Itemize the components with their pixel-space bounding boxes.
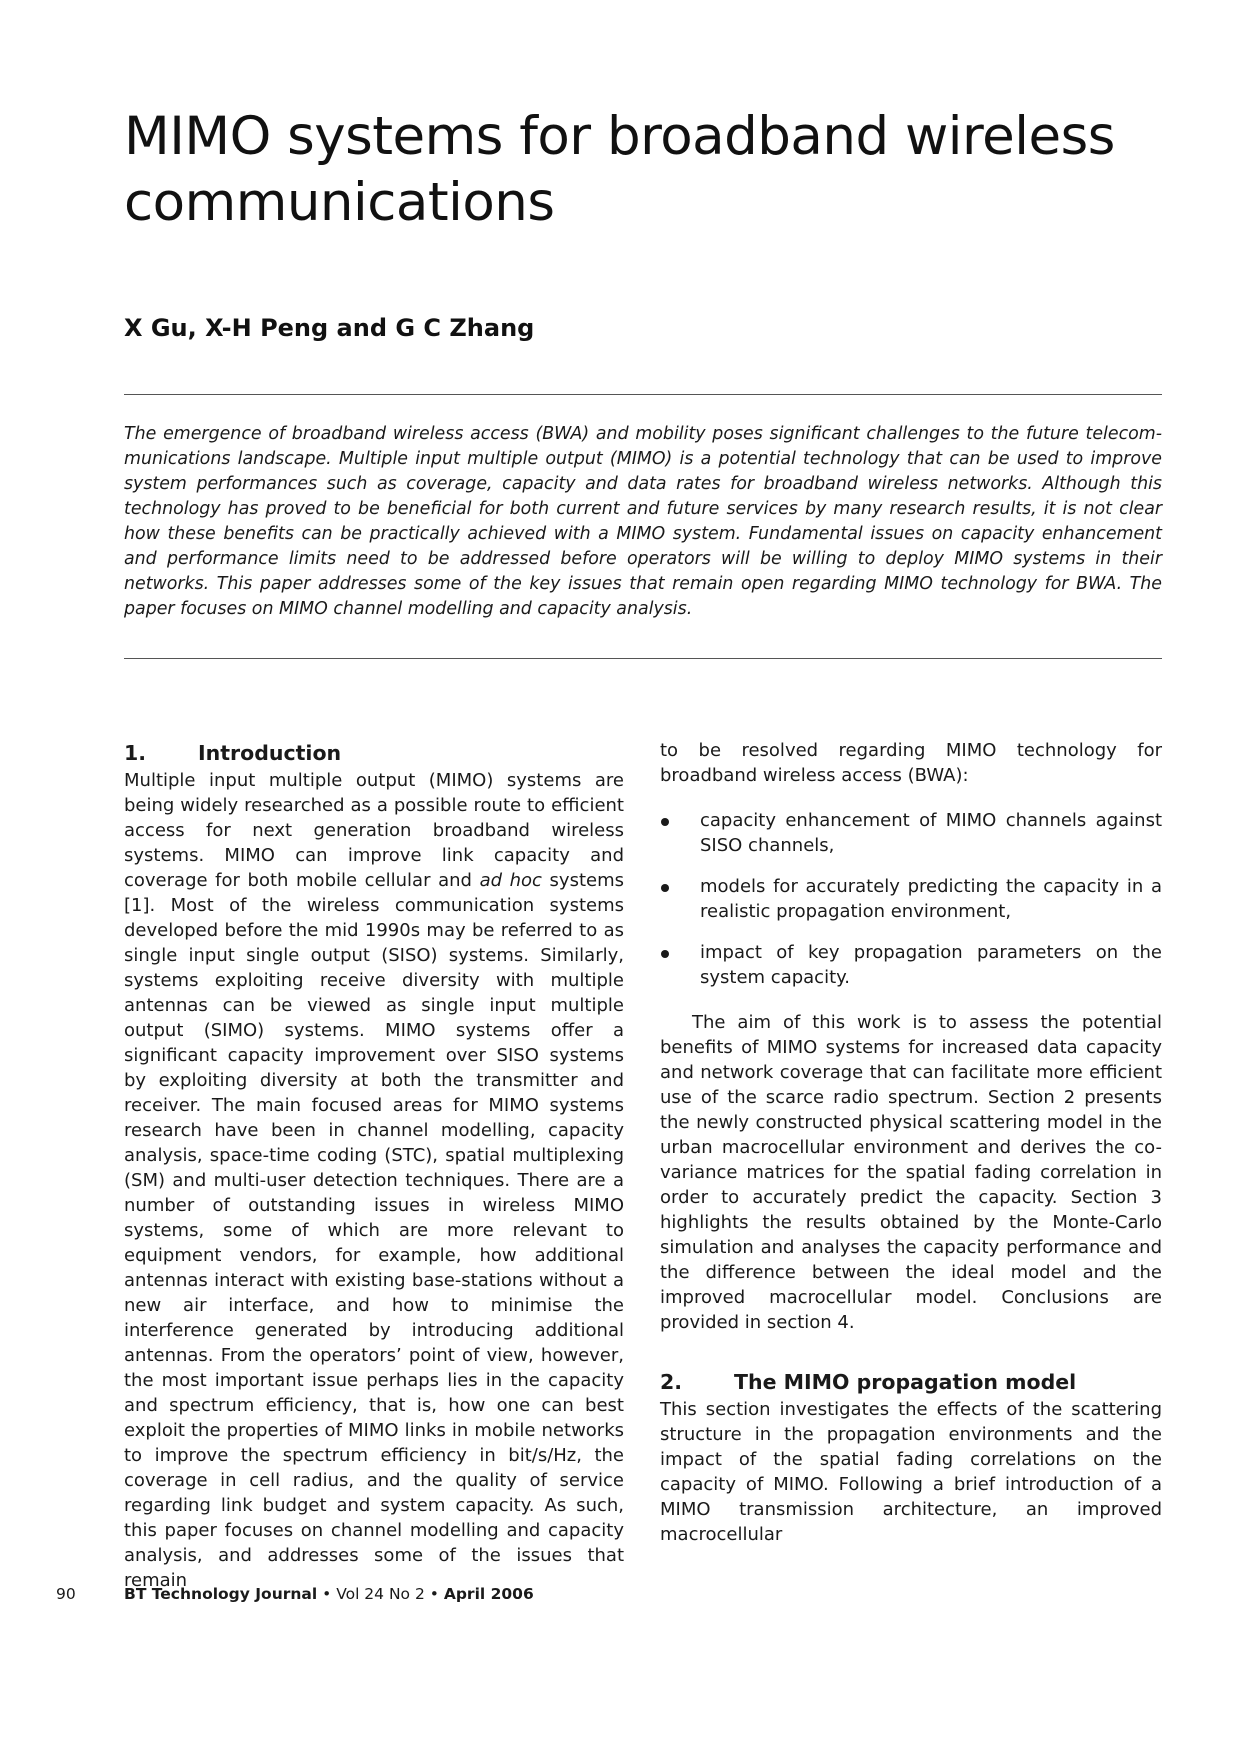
abstract: The emergence of broadband wireless access (BWA) and mobility poses significant challenges to the future telecom-munications landscape. Multiple input multiple output (MIMO) is a potential technology that can be used to improve system performances such as coverage, capacity and data rates for broadband wireless networks. Although this technology has proved to be beneficial for both current and future services by many research results, it is not clear how these benefits can be practically achieved with a MIMO system. Fundamental issues on capacity enhancement and performance limits need to be addressed before operators will be willing to deploy MIMO systems in their networks. This paper addresses some of the key issues that remain open regarding MIMO technology for BWA. The paper focuses on MIMO channel modelling and capacity analysis. <box>124 424 1162 619</box>
list-item-text: impact of key propagation parameters on the system capacity. <box>700 942 1162 988</box>
right-column <box>660 738 1162 1547</box>
aim-paragraph: The aim of this work is to assess the potential benefits of MIMO systems for increased data capacity and network coverage that can facilitate more efficient use of the scarce radio spectrum. Section 2 presents the newly constructed physical scattering model in the urban macrocellular environment and derives the co-variance matrices for the spatial fading correlation in order to accurately predict the capacity. Section 3 highlights the results obtained by the Monte-Carlo simulation and analyses the capacity performance and the difference between the ideal model and the improved macrocellular model. Conclusions are provided in section 4. <box>660 1012 1162 1333</box>
intro-text-italic: ad hoc <box>479 870 542 891</box>
abstract-bottom-rule <box>124 658 1162 659</box>
introduction-paragraph <box>124 768 624 1593</box>
left-column <box>124 738 624 1593</box>
list-item-text: models for accurately predicting the capacity in a realistic propagation environment, <box>700 876 1162 922</box>
list-item <box>660 874 1162 924</box>
list-item-text: capacity enhancement of MIMO channels against SISO channels, <box>700 810 1162 856</box>
introduction-continued-paragraph: to be resolved regarding MIMO technology for broadband wireless access (BWA): <box>660 740 1162 786</box>
section-number: 2. <box>660 1370 683 1394</box>
section-title: The MIMO propagation model <box>734 1370 1077 1394</box>
intro-text-part-1: Multiple input multiple output (MIMO) systems are being widely researched as a possible route to efficient access for next generation broadband wireless systems. MIMO can improve link capacity and coverage for both mobile cellular and <box>124 770 624 891</box>
bullet-icon <box>661 818 669 826</box>
journal-citation <box>124 1585 534 1603</box>
bullet-icon <box>661 884 669 892</box>
list-item <box>660 808 1162 858</box>
journal-name: BT Technology Journal <box>124 1585 318 1603</box>
section-title: Introduction <box>198 741 342 765</box>
intro-text-part-2: systems [1]. Most of the wireless communication systems developed before the mid 1990s may be referred to as single input single output (SISO) systems. Similarly, systems exploiting receive diversity with multiple antennas can be viewed as single input multiple output (SIMO) systems. MIMO systems offer a significant capacity improvement over SISO systems by exploiting diversity at both the transmitter and receiver. The main focused areas for MIMO systems research have been in channel modelling, capacity analysis, space-time coding (STC), spatial multiplexing (SM) and multi-user detection techniques. There are a number of outstanding issues in wireless MIMO systems, some of which are more relevant to equipment vendors, for example, how additional antennas interact with existing base-stations without a new air interface, and how to minimise the interference generated by introducing additional antennas. From the operators’ point of view, however, the most important issue perhaps lies in the capacity and spectrum efficiency, that is, how one can best exploit the properties of MIMO links in mobile networks to improve the spectrum efficiency in bit/s/Hz, the coverage in cell radius, and the quality of service regarding link budget and system capacity. As such, this paper focuses on channel modelling and capacity analysis, and addresses some of the issues that remain <box>124 870 624 1591</box>
section-heading-propagation-model <box>660 1367 1162 1397</box>
paper-title: MIMO systems for broadband wireless communications <box>124 106 1115 233</box>
section-heading-introduction <box>124 738 624 768</box>
propagation-model-paragraph: This section investigates the effects of the scattering structure in the propagation environments and the impact of the spatial fading correlations on the capacity of MIMO. Following a brief introduction of a MIMO transmission architecture, an improved macrocellular <box>660 1399 1162 1545</box>
issues-bullet-list <box>660 808 1162 990</box>
bullet-icon <box>661 950 669 958</box>
section-number: 1. <box>124 741 147 765</box>
author-list: X Gu, X-H Peng and G C Zhang <box>124 314 535 342</box>
separator: • <box>424 1585 444 1603</box>
journal-volume: Vol 24 No 2 <box>336 1585 425 1603</box>
abstract-top-rule <box>124 394 1162 395</box>
journal-date: April 2006 <box>443 1585 534 1603</box>
separator: • <box>317 1585 337 1603</box>
list-item <box>660 940 1162 990</box>
page-number: 90 <box>56 1585 76 1603</box>
